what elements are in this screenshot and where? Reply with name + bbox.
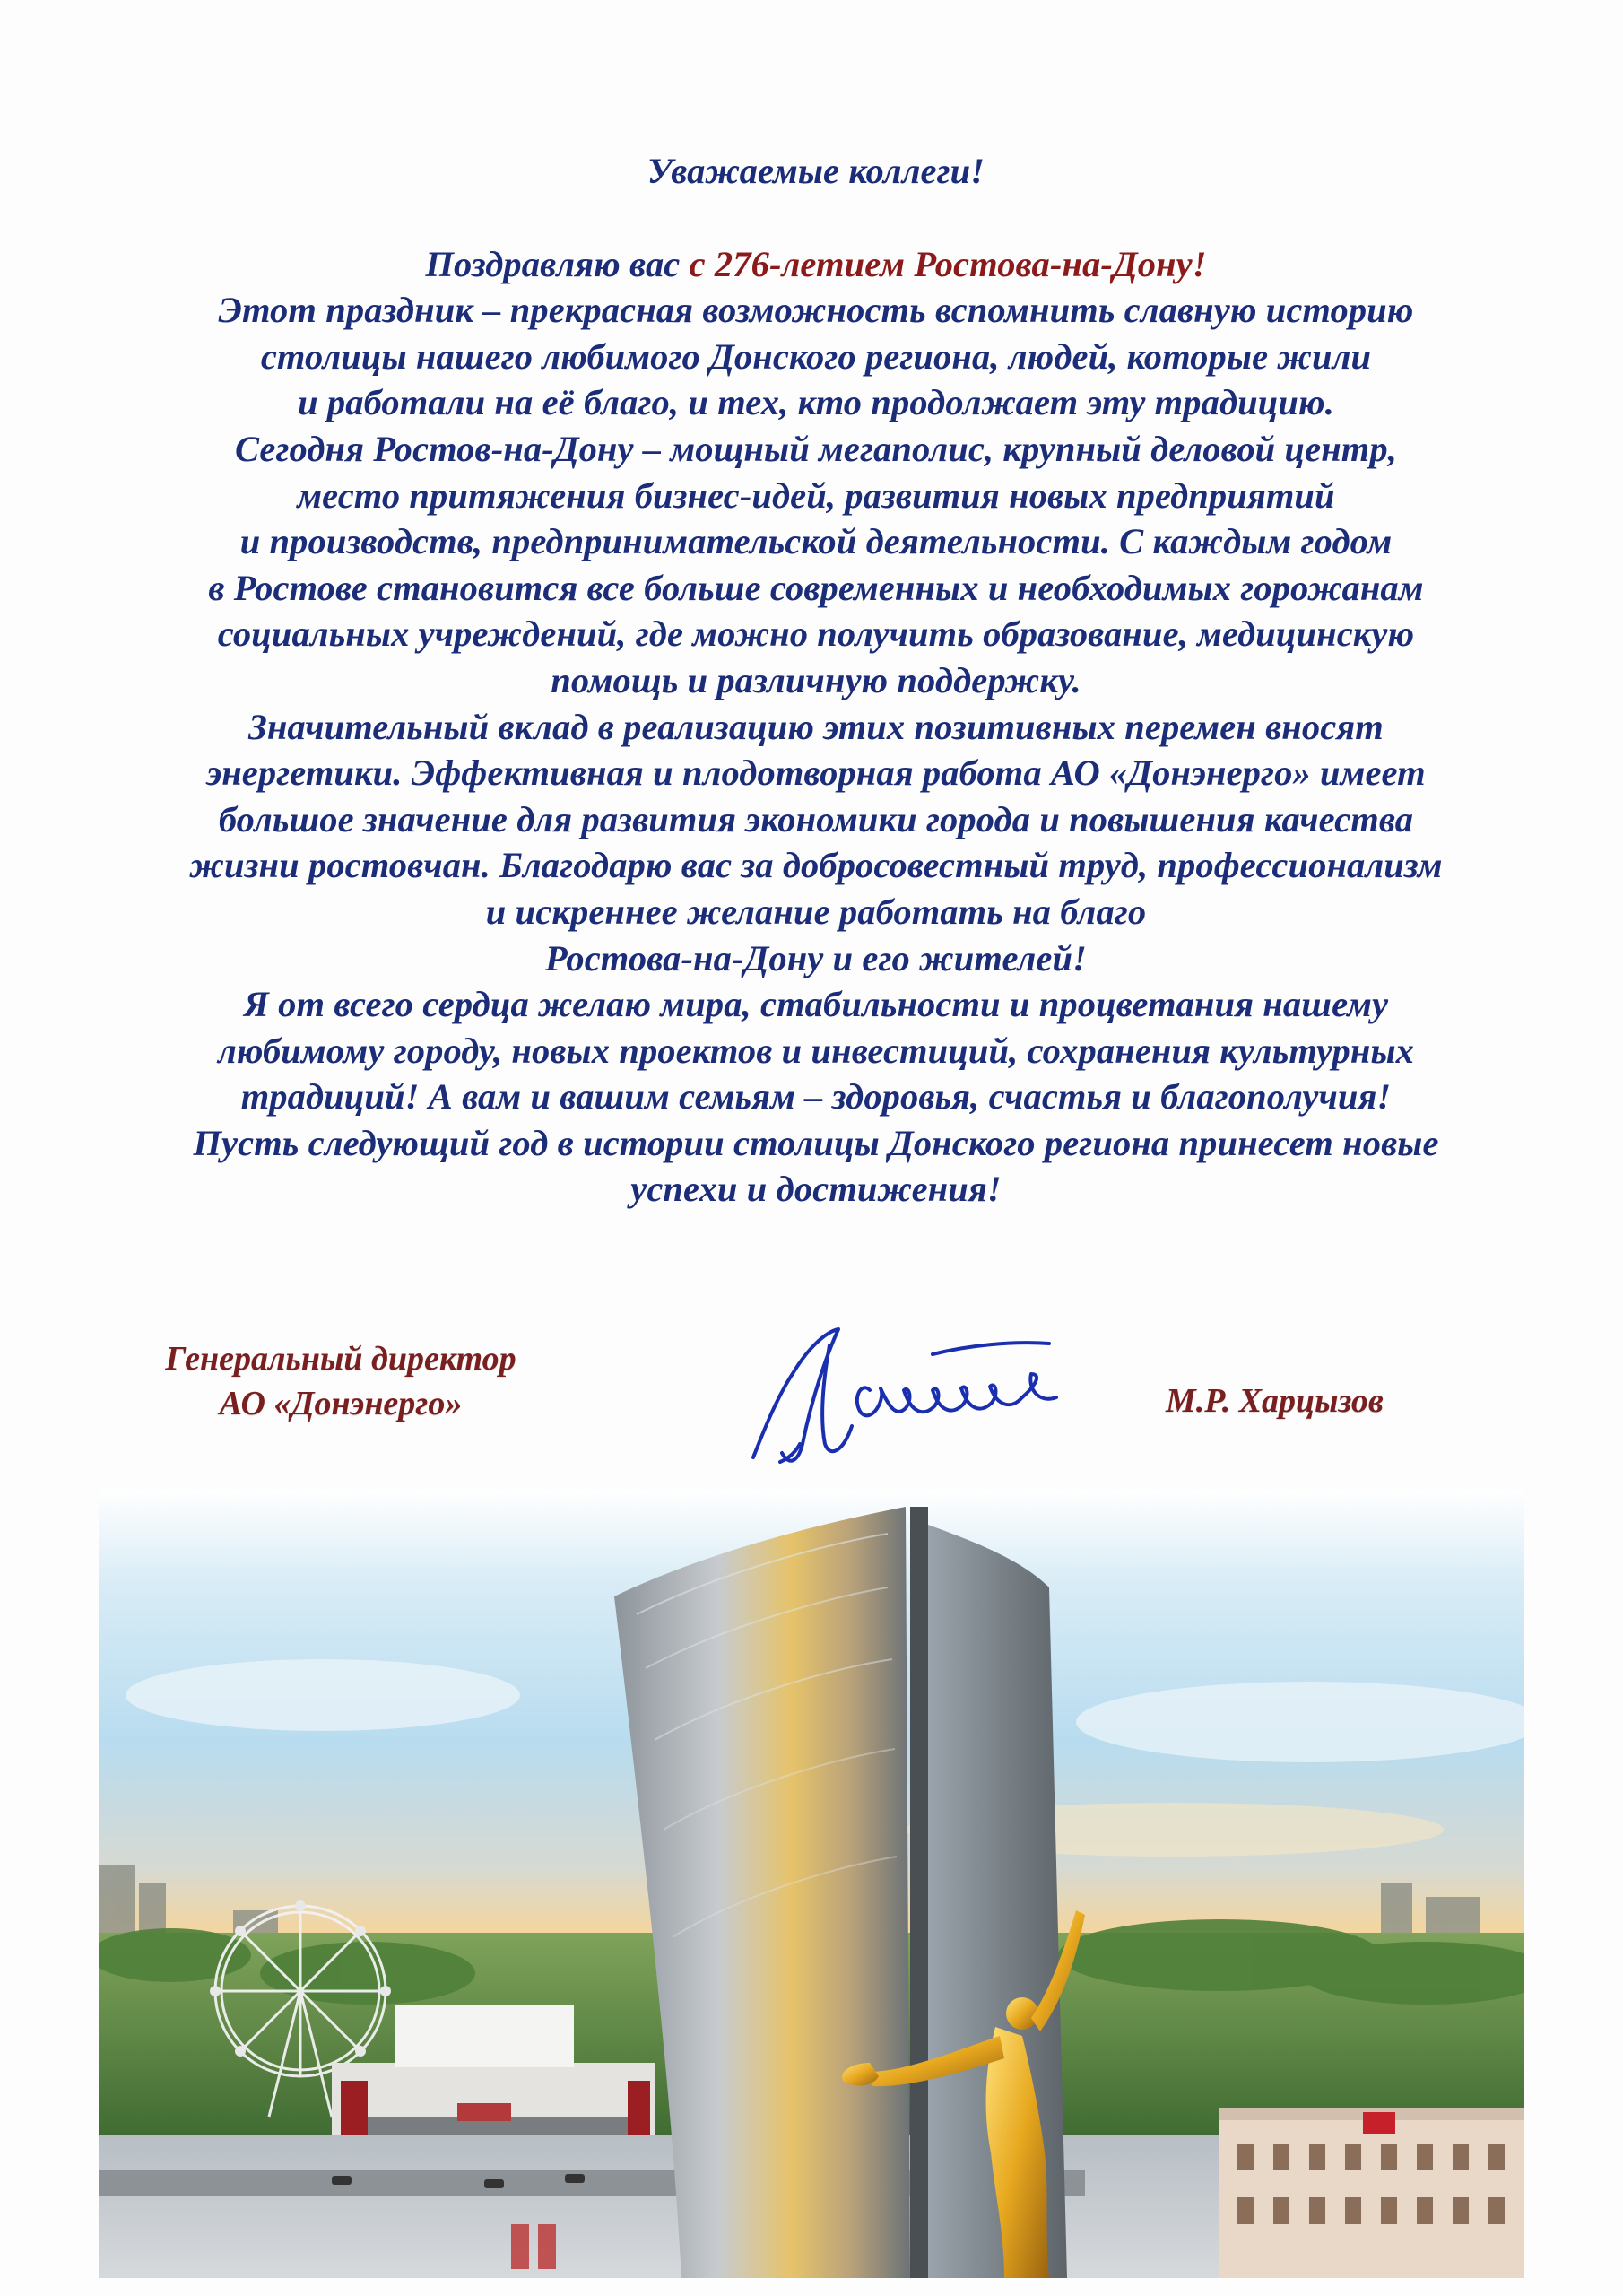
signatory-name: М.Р. Харцызов	[1166, 1382, 1384, 1420]
letter-line: помощь и различную поддержку.	[551, 659, 1081, 700]
letter-line: традиций! А вам и вашим семьям – здоровья, счастья и благополучия!	[240, 1076, 1392, 1118]
letter-line: столицы нашего любимого Донского региона, людей, которые жили	[260, 335, 1372, 377]
letter-line: Я от всего сердца желаю мира, стабильности и процветания нашему	[243, 984, 1389, 1025]
letter-line: Значительный вклад в реализацию этих позитивных перемен вносят	[248, 706, 1384, 747]
letter-line: энергетики. Эффективная и плодотворная работа АО «Донэнерго» имеет	[206, 752, 1426, 794]
anniversary-highlight: с 276-летием Ростова-на-Дону!	[689, 243, 1207, 284]
letter-line: и искреннее желание работать на благо	[485, 891, 1147, 932]
signatory-position	[117, 1336, 565, 1426]
letter-line: жизни ростовчан. Благодарю вас за добросовестный труд, профессионализм	[189, 845, 1443, 886]
letter-line: любимому городу, новых проектов и инвестиций, сохранения культурных	[217, 1030, 1415, 1071]
handwritten-signature	[726, 1292, 1103, 1471]
letter-line: Сегодня Ростов-на-Дону – мощный мегаполис, крупный деловой центр,	[235, 428, 1397, 469]
position-line-2: АО «Донэнерго»	[219, 1385, 463, 1422]
congratulation-line	[108, 241, 1524, 288]
letter-line: Пусть следующий год в истории столицы Донского региона принесет новые	[193, 1122, 1439, 1163]
letter-body	[108, 148, 1524, 1213]
letter-line: и работали на её благо, и тех, кто продолжает эту традицию.	[298, 382, 1334, 423]
letter-line: и производств, предпринимательской деятельности. С каждым годом	[239, 521, 1393, 562]
letter-line: Ростова-на-Дону и его жителей!	[544, 937, 1087, 978]
letter-line: в Ростове становится все больше современных и необходимых горожанам	[208, 567, 1424, 608]
greeting: Уважаемые коллеги!	[647, 151, 985, 191]
congratulation-prefix: Поздравляю вас	[425, 243, 690, 284]
letter-line: успехи и достижения!	[630, 1169, 1002, 1210]
letter-line: Этот праздник – прекрасная возможность вспомнить славную историю	[218, 290, 1414, 331]
position-line-1: Генеральный директор	[165, 1340, 516, 1378]
letter-line: большое значение для развития экономики города и повышения качества	[218, 798, 1414, 839]
city-panorama-photo	[99, 1489, 1524, 2278]
letter-line: место притяжения бизнес-идей, развития новых предприятий	[297, 474, 1335, 516]
letter-line: социальных учреждений, где можно получить образование, медицинскую	[217, 613, 1415, 655]
